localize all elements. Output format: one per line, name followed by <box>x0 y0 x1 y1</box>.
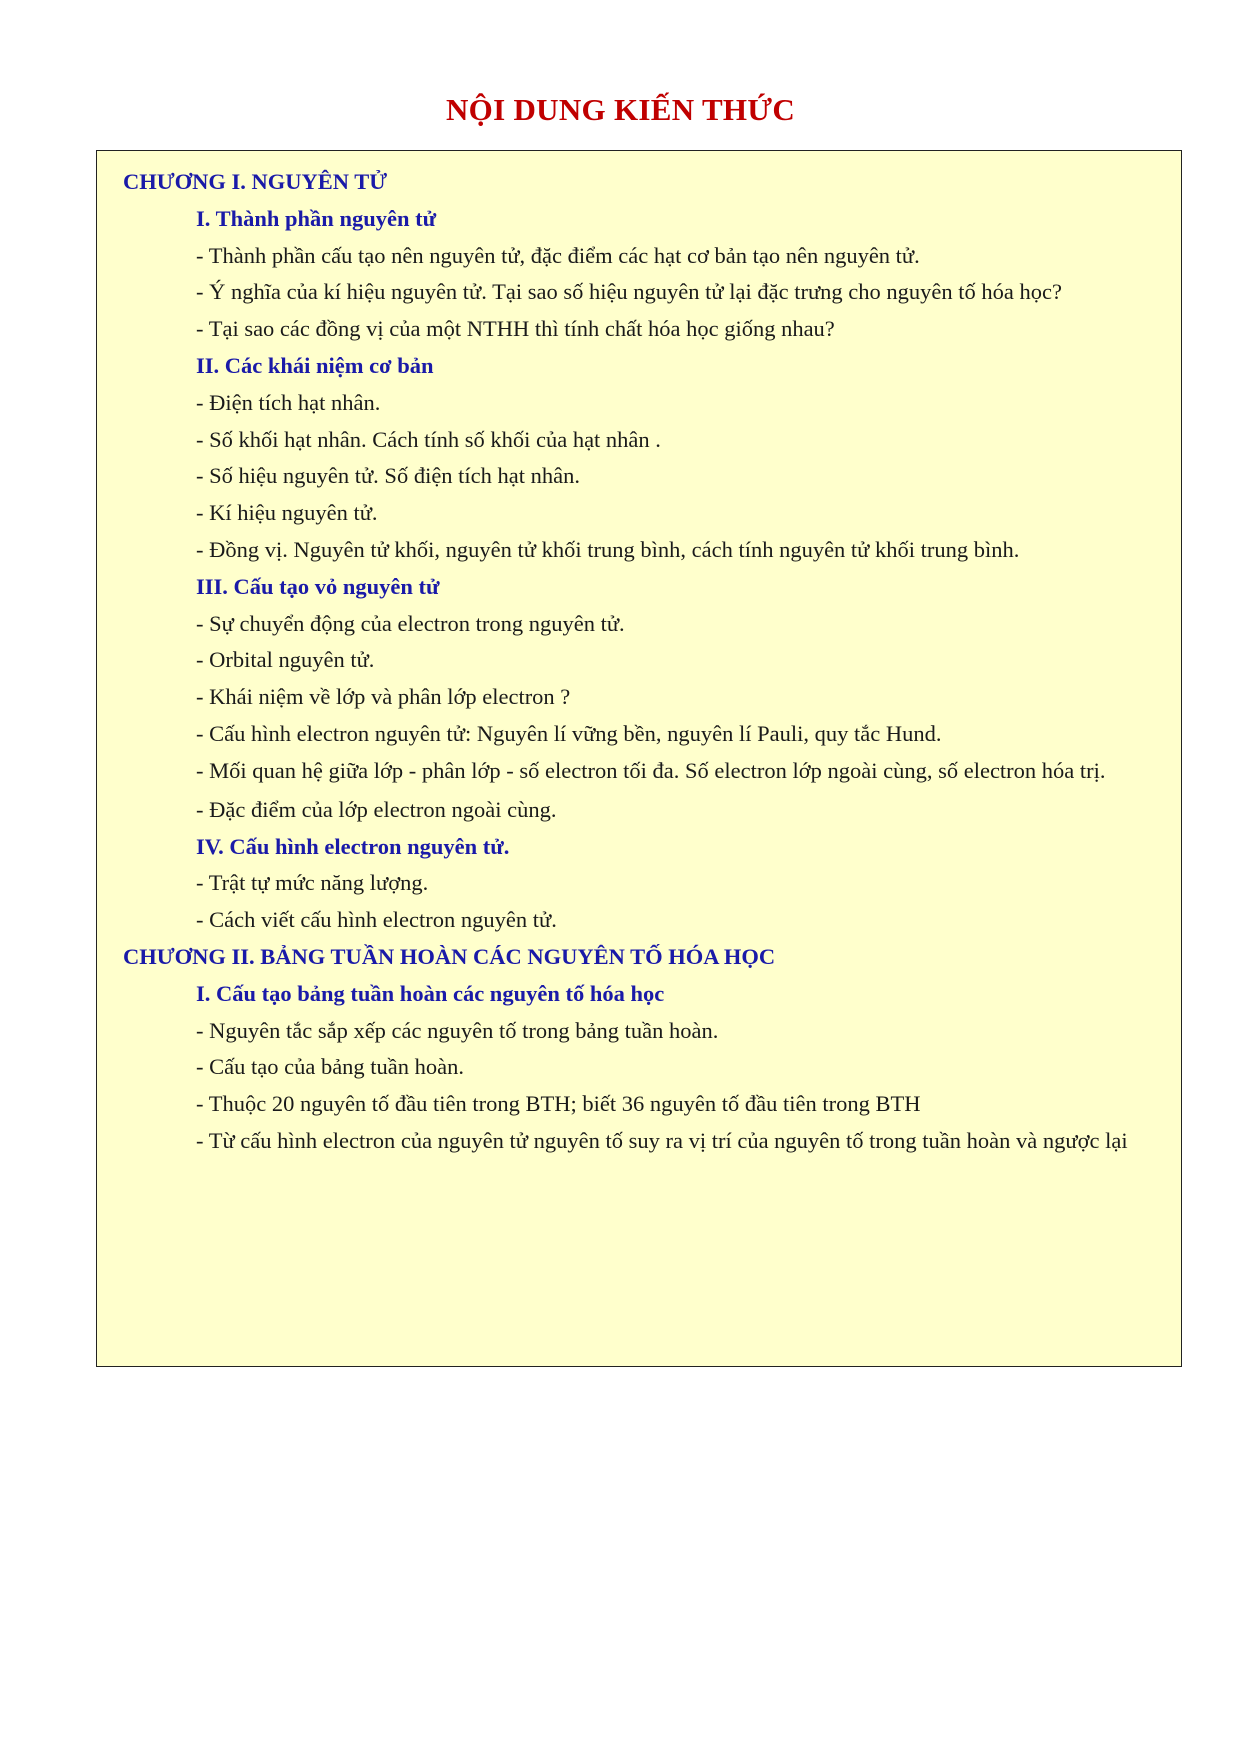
list-item: - Khái niệm về lớp và phân lớp electron ? <box>196 684 571 710</box>
list-item: - Tại sao các đồng vị của một NTHH thì tính chất hóa học giống nhau? <box>196 316 835 342</box>
content-body <box>123 164 1176 1162</box>
list-item: - Thành phần cấu tạo nên nguyên tử, đặc điểm các hạt cơ bản tạo nên nguyên tử. <box>196 242 920 268</box>
list-item: - Thuộc 20 nguyên tố đầu tiên trong BTH; biết 36 nguyên tố đầu tiên trong BTH <box>196 1091 921 1117</box>
section-1-1-heading: I. Thành phần nguyên tử <box>196 205 437 231</box>
list-item: - Ý nghĩa của kí hiệu nguyên tử. Tại sao số hiệu nguyên tử lại đặc trưng cho nguyên tố hóa học? <box>196 279 1062 305</box>
list-item: - Từ cấu hình electron của nguyên tử nguyên tố suy ra vị trí của nguyên tố trong tuần hoàn và ngược lại <box>196 1127 1128 1153</box>
section-1-2-heading: II. Các khái niệm cơ bản <box>196 352 434 378</box>
list-item: - Cách viết cấu hình electron nguyên tử. <box>196 907 557 933</box>
page-title: NỘI DUNG KIẾN THỨC <box>445 92 796 127</box>
section-2-1-heading: I. Cấu tạo bảng tuần hoàn các nguyên tố hóa học <box>196 980 665 1006</box>
list-item: - Điện tích hạt nhân. <box>196 389 381 415</box>
section-1-3-heading: III. Cấu tạo vỏ nguyên tử <box>196 573 440 599</box>
list-item: - Đồng vị. Nguyên tử khối, nguyên tử khối trung bình, cách tính nguyên tử khối trung bình. <box>196 536 1020 562</box>
section-1-4-heading: IV. Cấu hình electron nguyên tử. <box>196 833 510 859</box>
list-item: - Kí hiệu nguyên tử. <box>196 500 378 526</box>
list-item: - Số hiệu nguyên tử. Số điện tích hạt nhân. <box>196 463 581 489</box>
list-item: - Trật tự mức năng lượng. <box>196 870 429 896</box>
list-item: - Cấu hình electron nguyên tử: Nguyên lí vững bền, nguyên lí Pauli, quy tắc Hund. <box>196 720 942 746</box>
list-item: - Orbital nguyên tử. <box>196 647 375 673</box>
chapter-2-heading: CHƯƠNG II. BẢNG TUẦN HOÀN CÁC NGUYÊN TỐ HÓA HỌC <box>123 943 776 969</box>
list-item: - Nguyên tắc sắp xếp các nguyên tố trong bảng tuần hoàn. <box>196 1017 719 1043</box>
list-item: - Sự chuyển động của electron trong nguyên tử. <box>196 610 625 636</box>
list-item: - Mối quan hệ giữa lớp - phân lớp - số electron tối đa. Số electron lớp ngoài cùng, số electron hóa trị. <box>196 757 1106 783</box>
list-item: - Cấu tạo của bảng tuần hoàn. <box>196 1054 465 1080</box>
list-item: - Đặc điểm của lớp electron ngoài cùng. <box>196 796 557 822</box>
chapter-1-heading: CHƯƠNG I. NGUYÊN TỬ <box>123 169 388 194</box>
list-item: - Số khối hạt nhân. Cách tính số khối của hạt nhân . <box>196 426 661 452</box>
